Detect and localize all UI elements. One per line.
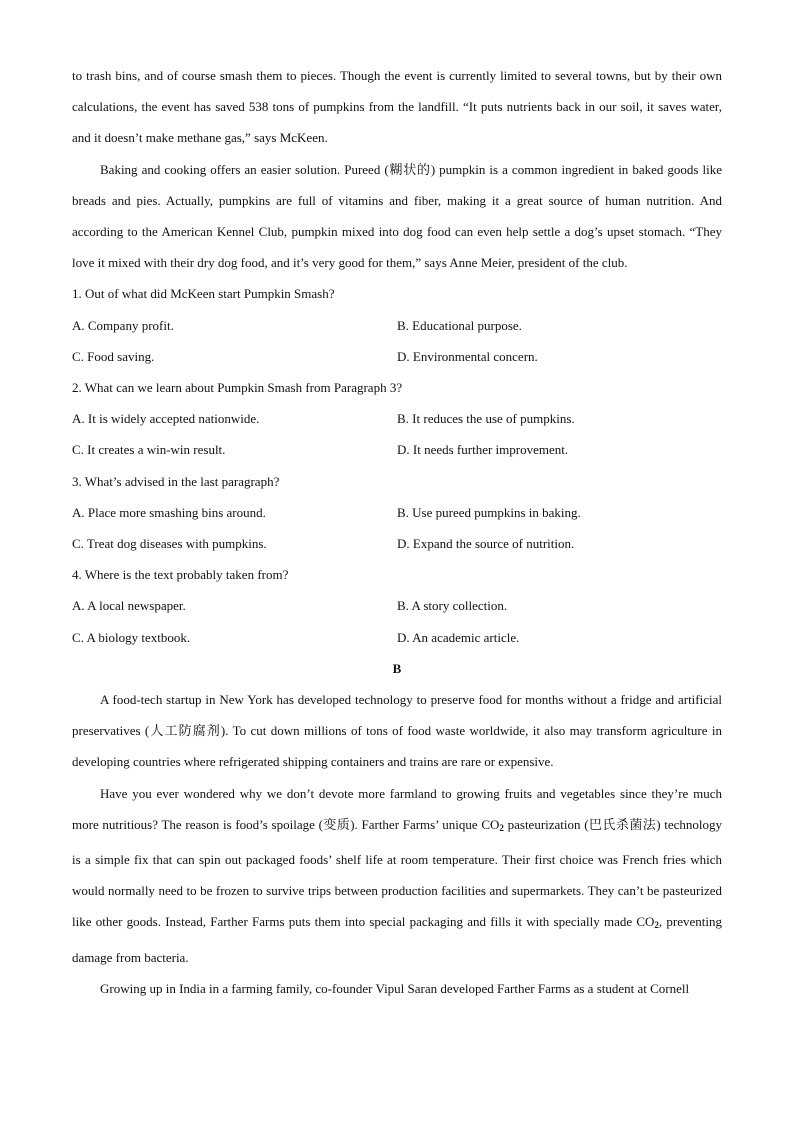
subscript: 2 [654, 920, 659, 931]
option-a: A. A local newspaper. [72, 598, 186, 614]
option-b: B. Use pureed pumpkins in baking. [397, 504, 581, 520]
option-b: B. It reduces the use of pumpkins. [397, 411, 575, 427]
option-b: B. A story collection. [397, 598, 508, 614]
question-1 [72, 278, 722, 372]
document-content [72, 60, 722, 1004]
option-a: A. It is widely accepted nationwide. [72, 411, 260, 427]
passage-b-paragraph-2 [72, 778, 722, 973]
option-d: D. An academic article. [397, 629, 520, 645]
subscript: 2 [499, 822, 504, 833]
option-c: C. A biology textbook. [72, 629, 191, 645]
section-heading: B [392, 660, 402, 676]
paragraph-text: Have you ever wondered why we don’t devote more farmland to growing fruits and vegetables since they’re much more nutritious? The reason is food’s spoilage (变质). Farther Farms’ unique CO [72, 785, 722, 832]
option-d: D. Expand the source of nutrition. [397, 536, 575, 552]
question-2 [72, 372, 722, 466]
option-c: C. It creates a win-win result. [72, 442, 226, 458]
passage-b-paragraph-1: A food-tech startup in New York has developed technology to preserve food for months without a fridge and artificial preservatives (人工防腐剂). To cut down millions of tons of food waste worldwide, it also may transform agriculture in developing countries where refrigerated shipping containers and trains are rare or expensive. [72, 692, 722, 770]
passage-b-paragraph-3: Growing up in India in a farming family, co-founder Vipul Saran developed Farther Farms as a student at Cornell [100, 980, 690, 996]
question-4 [72, 559, 722, 653]
question-stem: 4. Where is the text probably taken from? [72, 567, 289, 583]
passage-a-paragraph-2: Baking and cooking offers an easier solution. Pureed (糊状的) pumpkin is a common ingredient in baked goods like breads and pies. Actually, pumpkins are full of vitamins and fiber, making it a great source of human nutrition. And according to the American Kennel Club, pumpkin mixed into dog food can even help settle a dog’s upset stomach. “They love it mixed with their dry dog food, and it’s very good for them,” says Anne Meier, president of the club. [72, 161, 722, 271]
option-b: B. Educational purpose. [397, 317, 522, 333]
question-stem: 1. Out of what did McKeen start Pumpkin Smash? [72, 286, 335, 302]
option-a: A. Place more smashing bins around. [72, 504, 266, 520]
option-a: A. Company profit. [72, 317, 174, 333]
paragraph-text: pasteurization (巴氏杀菌法) technology is a simple fix that can spin out packaged foods’ shelf life at room temperature. Their first choice was French fries which would normally need to be frozen to survive trips between production facilities and supermarkets. They can’t be pasteurized like other goods. Instead, Farther Farms puts them into special packaging and fills it with specially made CO [72, 816, 722, 930]
question-stem: 2. What can we learn about Pumpkin Smash from Paragraph 3? [72, 380, 403, 396]
question-3 [72, 466, 722, 560]
option-c: C. Food saving. [72, 348, 155, 364]
question-stem: 3. What’s advised in the last paragraph? [72, 473, 280, 489]
option-c: C. Treat dog diseases with pumpkins. [72, 536, 267, 552]
option-d: D. Environmental concern. [397, 348, 538, 364]
paragraph-text: , preventing damage from bacteria. [72, 914, 722, 965]
passage-a-paragraph-1: to trash bins, and of course smash them to pieces. Though the event is currently limited to several towns, but by their own calculations, the event has saved 538 tons of pumpkins from the landfill. “It puts nutrients back in our soil, it saves water, and it doesn’t make methane gas,” says McKeen. [72, 68, 722, 146]
option-d: D. It needs further improvement. [397, 442, 569, 458]
